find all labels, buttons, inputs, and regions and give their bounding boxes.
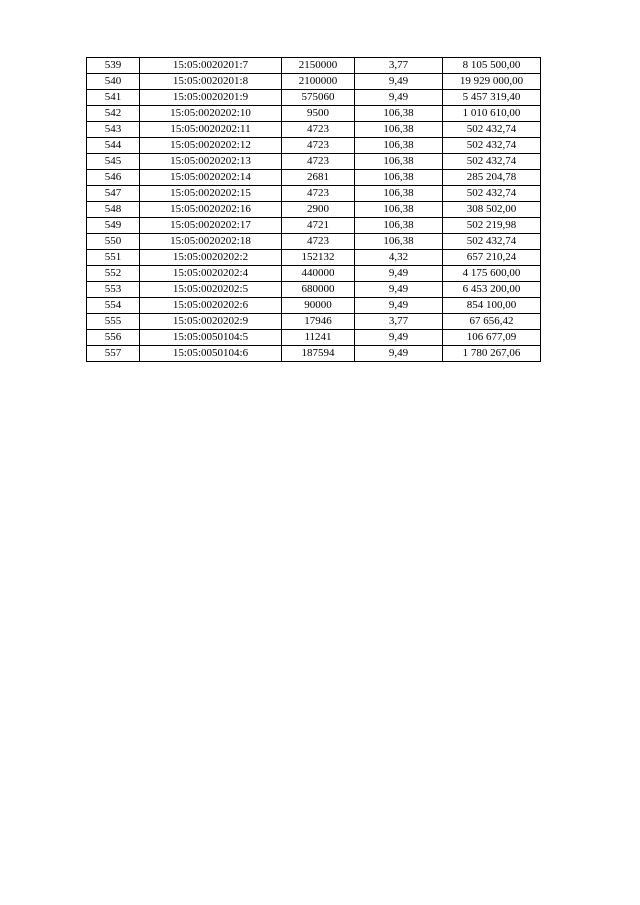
row-number-cell: 542 [87, 106, 140, 122]
area-cell: 4723 [282, 154, 355, 170]
value-cell: 4 175 600,00 [443, 266, 541, 282]
area-cell: 4723 [282, 138, 355, 154]
value-cell: 67 656,42 [443, 314, 541, 330]
row-number-cell: 547 [87, 186, 140, 202]
value-cell: 308 502,00 [443, 202, 541, 218]
rate-cell: 106,38 [355, 122, 443, 138]
data-table [86, 57, 541, 362]
value-cell: 502 432,74 [443, 186, 541, 202]
cadastral-number-cell: 15:05:0020202:4 [140, 266, 282, 282]
value-cell: 502 432,74 [443, 138, 541, 154]
value-cell: 502 219,98 [443, 218, 541, 234]
table-row [87, 202, 541, 218]
table-row [87, 170, 541, 186]
rate-cell: 106,38 [355, 234, 443, 250]
rate-cell: 106,38 [355, 106, 443, 122]
row-number-cell: 549 [87, 218, 140, 234]
rate-cell: 9,49 [355, 346, 443, 362]
area-cell: 9500 [282, 106, 355, 122]
value-cell: 1 010 610,00 [443, 106, 541, 122]
row-number-cell: 552 [87, 266, 140, 282]
value-cell: 106 677,09 [443, 330, 541, 346]
area-cell: 4721 [282, 218, 355, 234]
table-row [87, 346, 541, 362]
row-number-cell: 539 [87, 58, 140, 74]
table-row [87, 74, 541, 90]
cadastral-number-cell: 15:05:0020202:14 [140, 170, 282, 186]
area-cell: 2900 [282, 202, 355, 218]
area-cell: 440000 [282, 266, 355, 282]
cadastral-number-cell: 15:05:0020202:11 [140, 122, 282, 138]
table-row [87, 90, 541, 106]
value-cell: 1 780 267,06 [443, 346, 541, 362]
rate-cell: 9,49 [355, 282, 443, 298]
cadastral-number-cell: 15:05:0020201:9 [140, 90, 282, 106]
cadastral-number-cell: 15:05:0020202:5 [140, 282, 282, 298]
rate-cell: 106,38 [355, 186, 443, 202]
row-number-cell: 546 [87, 170, 140, 186]
row-number-cell: 557 [87, 346, 140, 362]
rate-cell: 106,38 [355, 218, 443, 234]
rate-cell: 9,49 [355, 266, 443, 282]
area-cell: 2100000 [282, 74, 355, 90]
table-row [87, 154, 541, 170]
value-cell: 8 105 500,00 [443, 58, 541, 74]
row-number-cell: 541 [87, 90, 140, 106]
value-cell: 854 100,00 [443, 298, 541, 314]
cadastral-number-cell: 15:05:0020202:15 [140, 186, 282, 202]
cadastral-number-cell: 15:05:0020202:12 [140, 138, 282, 154]
cadastral-number-cell: 15:05:0020202:16 [140, 202, 282, 218]
table-row [87, 282, 541, 298]
area-cell: 187594 [282, 346, 355, 362]
row-number-cell: 553 [87, 282, 140, 298]
area-cell: 680000 [282, 282, 355, 298]
row-number-cell: 543 [87, 122, 140, 138]
cadastral-number-cell: 15:05:0050104:5 [140, 330, 282, 346]
rate-cell: 9,49 [355, 298, 443, 314]
table-row [87, 234, 541, 250]
rate-cell: 106,38 [355, 202, 443, 218]
rate-cell: 4,32 [355, 250, 443, 266]
rate-cell: 9,49 [355, 90, 443, 106]
rate-cell: 9,49 [355, 330, 443, 346]
cadastral-number-cell: 15:05:0020202:18 [140, 234, 282, 250]
area-cell: 575060 [282, 90, 355, 106]
cadastral-number-cell: 15:05:0050104:6 [140, 346, 282, 362]
table-row [87, 314, 541, 330]
area-cell: 11241 [282, 330, 355, 346]
area-cell: 2150000 [282, 58, 355, 74]
row-number-cell: 550 [87, 234, 140, 250]
value-cell: 502 432,74 [443, 234, 541, 250]
value-cell: 5 457 319,40 [443, 90, 541, 106]
table-row [87, 298, 541, 314]
row-number-cell: 556 [87, 330, 140, 346]
table-row [87, 122, 541, 138]
row-number-cell: 545 [87, 154, 140, 170]
table-row [87, 250, 541, 266]
rate-cell: 9,49 [355, 74, 443, 90]
rate-cell: 106,38 [355, 138, 443, 154]
value-cell: 6 453 200,00 [443, 282, 541, 298]
table-body [87, 58, 541, 362]
table-row [87, 218, 541, 234]
row-number-cell: 555 [87, 314, 140, 330]
rate-cell: 3,77 [355, 58, 443, 74]
area-cell: 4723 [282, 122, 355, 138]
row-number-cell: 554 [87, 298, 140, 314]
table-row [87, 106, 541, 122]
area-cell: 17946 [282, 314, 355, 330]
value-cell: 285 204,78 [443, 170, 541, 186]
row-number-cell: 548 [87, 202, 140, 218]
table-row [87, 58, 541, 74]
row-number-cell: 551 [87, 250, 140, 266]
row-number-cell: 544 [87, 138, 140, 154]
area-cell: 4723 [282, 234, 355, 250]
table-row [87, 330, 541, 346]
rate-cell: 106,38 [355, 170, 443, 186]
cadastral-number-cell: 15:05:0020202:2 [140, 250, 282, 266]
table-row [87, 266, 541, 282]
table-row [87, 186, 541, 202]
cadastral-number-cell: 15:05:0020202:17 [140, 218, 282, 234]
cadastral-number-cell: 15:05:0020202:6 [140, 298, 282, 314]
cadastral-number-cell: 15:05:0020202:10 [140, 106, 282, 122]
table-row [87, 138, 541, 154]
cadastral-number-cell: 15:05:0020201:7 [140, 58, 282, 74]
value-cell: 657 210,24 [443, 250, 541, 266]
value-cell: 19 929 000,00 [443, 74, 541, 90]
rate-cell: 106,38 [355, 154, 443, 170]
area-cell: 4723 [282, 186, 355, 202]
row-number-cell: 540 [87, 74, 140, 90]
value-cell: 502 432,74 [443, 154, 541, 170]
area-cell: 90000 [282, 298, 355, 314]
area-cell: 152132 [282, 250, 355, 266]
cadastral-number-cell: 15:05:0020202:9 [140, 314, 282, 330]
value-cell: 502 432,74 [443, 122, 541, 138]
cadastral-number-cell: 15:05:0020201:8 [140, 74, 282, 90]
rate-cell: 3,77 [355, 314, 443, 330]
cadastral-number-cell: 15:05:0020202:13 [140, 154, 282, 170]
area-cell: 2681 [282, 170, 355, 186]
